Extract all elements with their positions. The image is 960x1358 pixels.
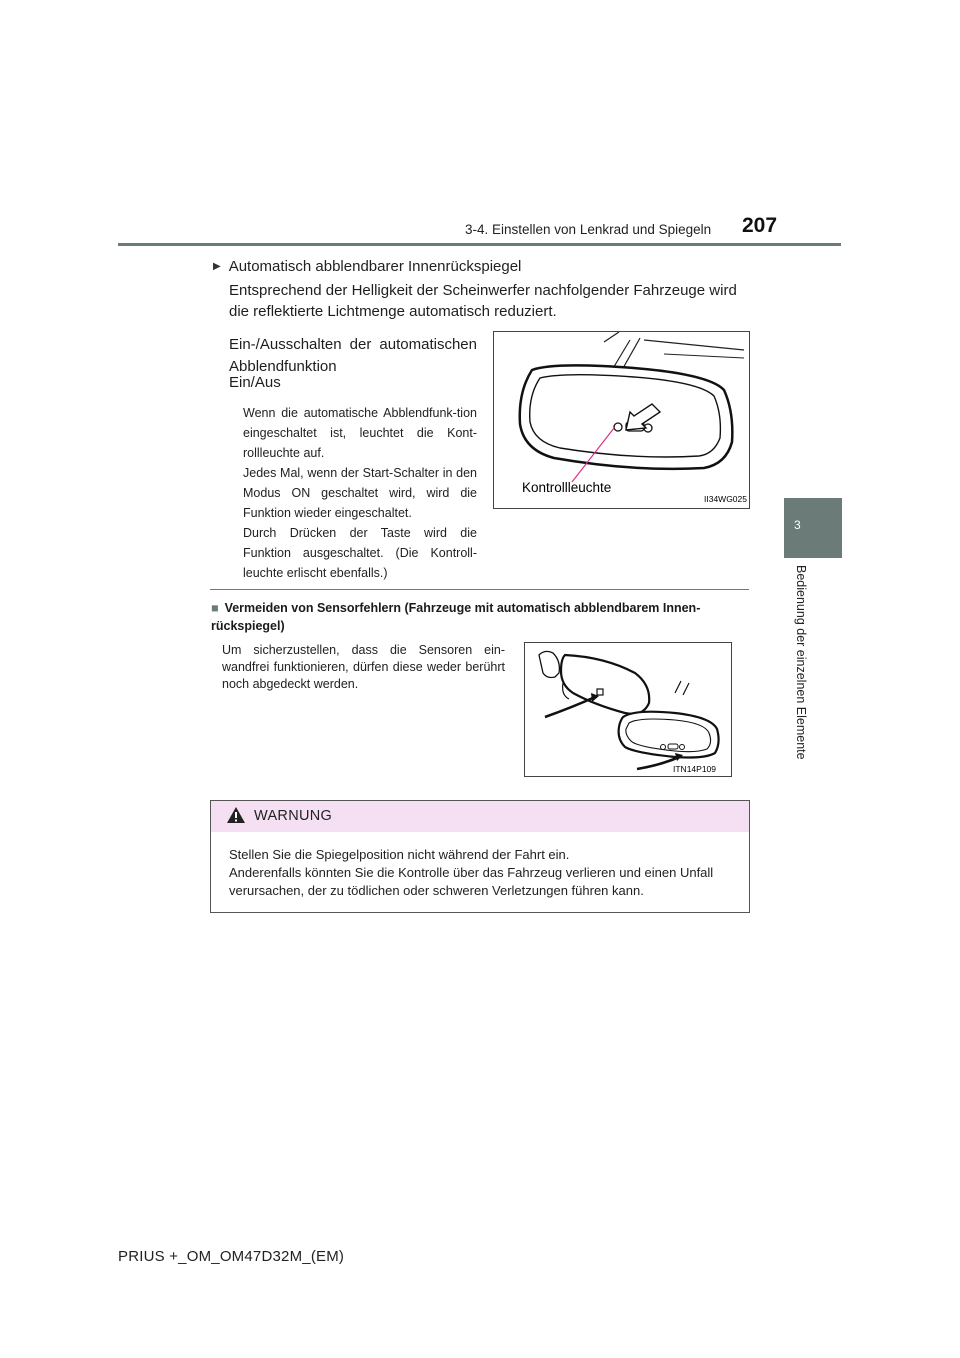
warning-line: Anderenfalls könnten Sie die Kontrolle über das Fahrzeug verlieren und einen Unfall verursachen, der zu tödlichen oder schweren Verletzungen führen kann.	[229, 865, 714, 898]
detail-item: Jedes Mal, wenn der Start-Schalter in den Modus ON geschaltet wird, wird die Funktion wieder eingeschaltet.	[243, 466, 477, 520]
detail-item: Wenn die automatische Abblendfunk-tion eingeschaltet ist, leuchtet die Kont-rollleuchte auf.	[243, 406, 477, 460]
warning-text	[229, 846, 743, 900]
detail-item: Durch Drücken der Taste wird die Funktion ausgeschaltet. (Die Kontroll-leuchte erlischt ebenfalls.)	[243, 526, 477, 580]
warning-title: WARNUNG	[254, 808, 333, 824]
bullet-arrow-icon: ▶	[213, 261, 221, 272]
chapter-label: Bedienung der einzelnen Elemente	[794, 565, 808, 760]
figure-label: Kontrollleuchte	[522, 480, 612, 495]
square-bullet-icon: ■	[211, 601, 219, 615]
figure-mirror-sensors	[524, 642, 732, 777]
figure-mirror-indicator	[493, 331, 750, 509]
note-title-text: Vermeiden von Sensorfehlern (Fahrzeuge mit automatisch abblendbarem Innen-rückspiegel)	[211, 601, 701, 633]
figure-code: ITN14P109	[673, 764, 716, 774]
figure-code: II34WG025	[704, 494, 747, 504]
subheading	[213, 258, 521, 275]
section-divider	[210, 589, 749, 590]
function-details	[243, 403, 477, 583]
on-off-label: Ein/Aus	[229, 374, 281, 391]
warning-triangle-icon	[226, 806, 246, 824]
warning-line: Stellen Sie die Spiegelposition nicht während der Fahrt ein.	[229, 847, 570, 862]
section-title: 3-4. Einstellen von Lenkrad und Spiegeln	[465, 222, 712, 237]
page-number: 207	[742, 214, 778, 237]
header-divider	[118, 243, 841, 246]
sensors-illustration	[525, 643, 731, 776]
chapter-number: 3	[794, 518, 801, 532]
subheading-text: Automatisch abblendbarer Innenrückspiegel	[228, 258, 522, 275]
function-heading: Ein-/Ausschalten der automatischen Abblendfunktion	[229, 336, 477, 375]
mirror-illustration	[494, 332, 749, 508]
intro-paragraph: Entsprechend der Helligkeit der Scheinwerfer nachfolgender Fahrzeuge wird die reflektierte Lichtmenge automatisch reduziert.	[229, 282, 737, 320]
note-title	[211, 599, 749, 635]
document-code: PRIUS +_OM_OM47D32M_(EM)	[118, 1248, 345, 1265]
note-body: Um sicherzustellen, dass die Sensoren ein-wandfrei funktionieren, dürfen diese weder berührt noch abgedeckt werden.	[222, 643, 505, 691]
